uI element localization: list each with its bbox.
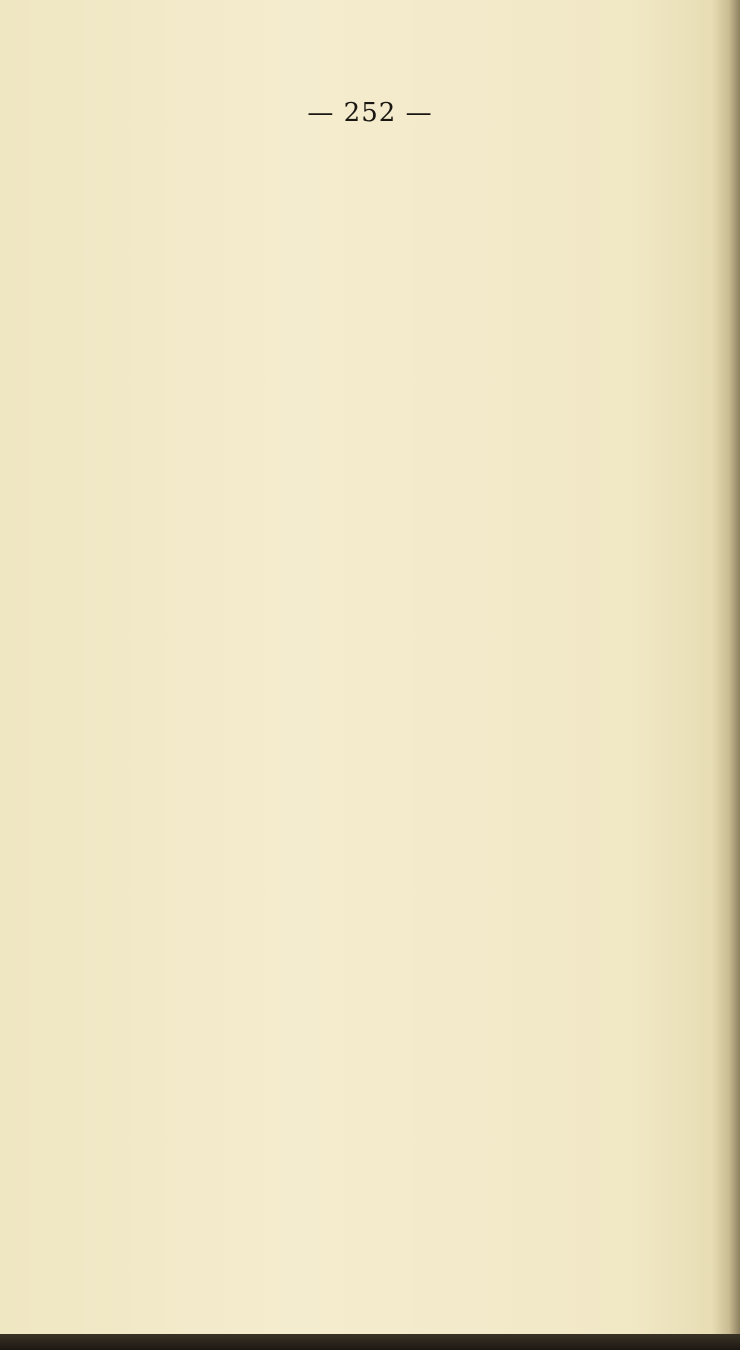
page-edge-shadow bbox=[712, 0, 740, 1350]
bottom-border bbox=[0, 1334, 740, 1350]
page-number: — 252 — bbox=[307, 98, 433, 128]
